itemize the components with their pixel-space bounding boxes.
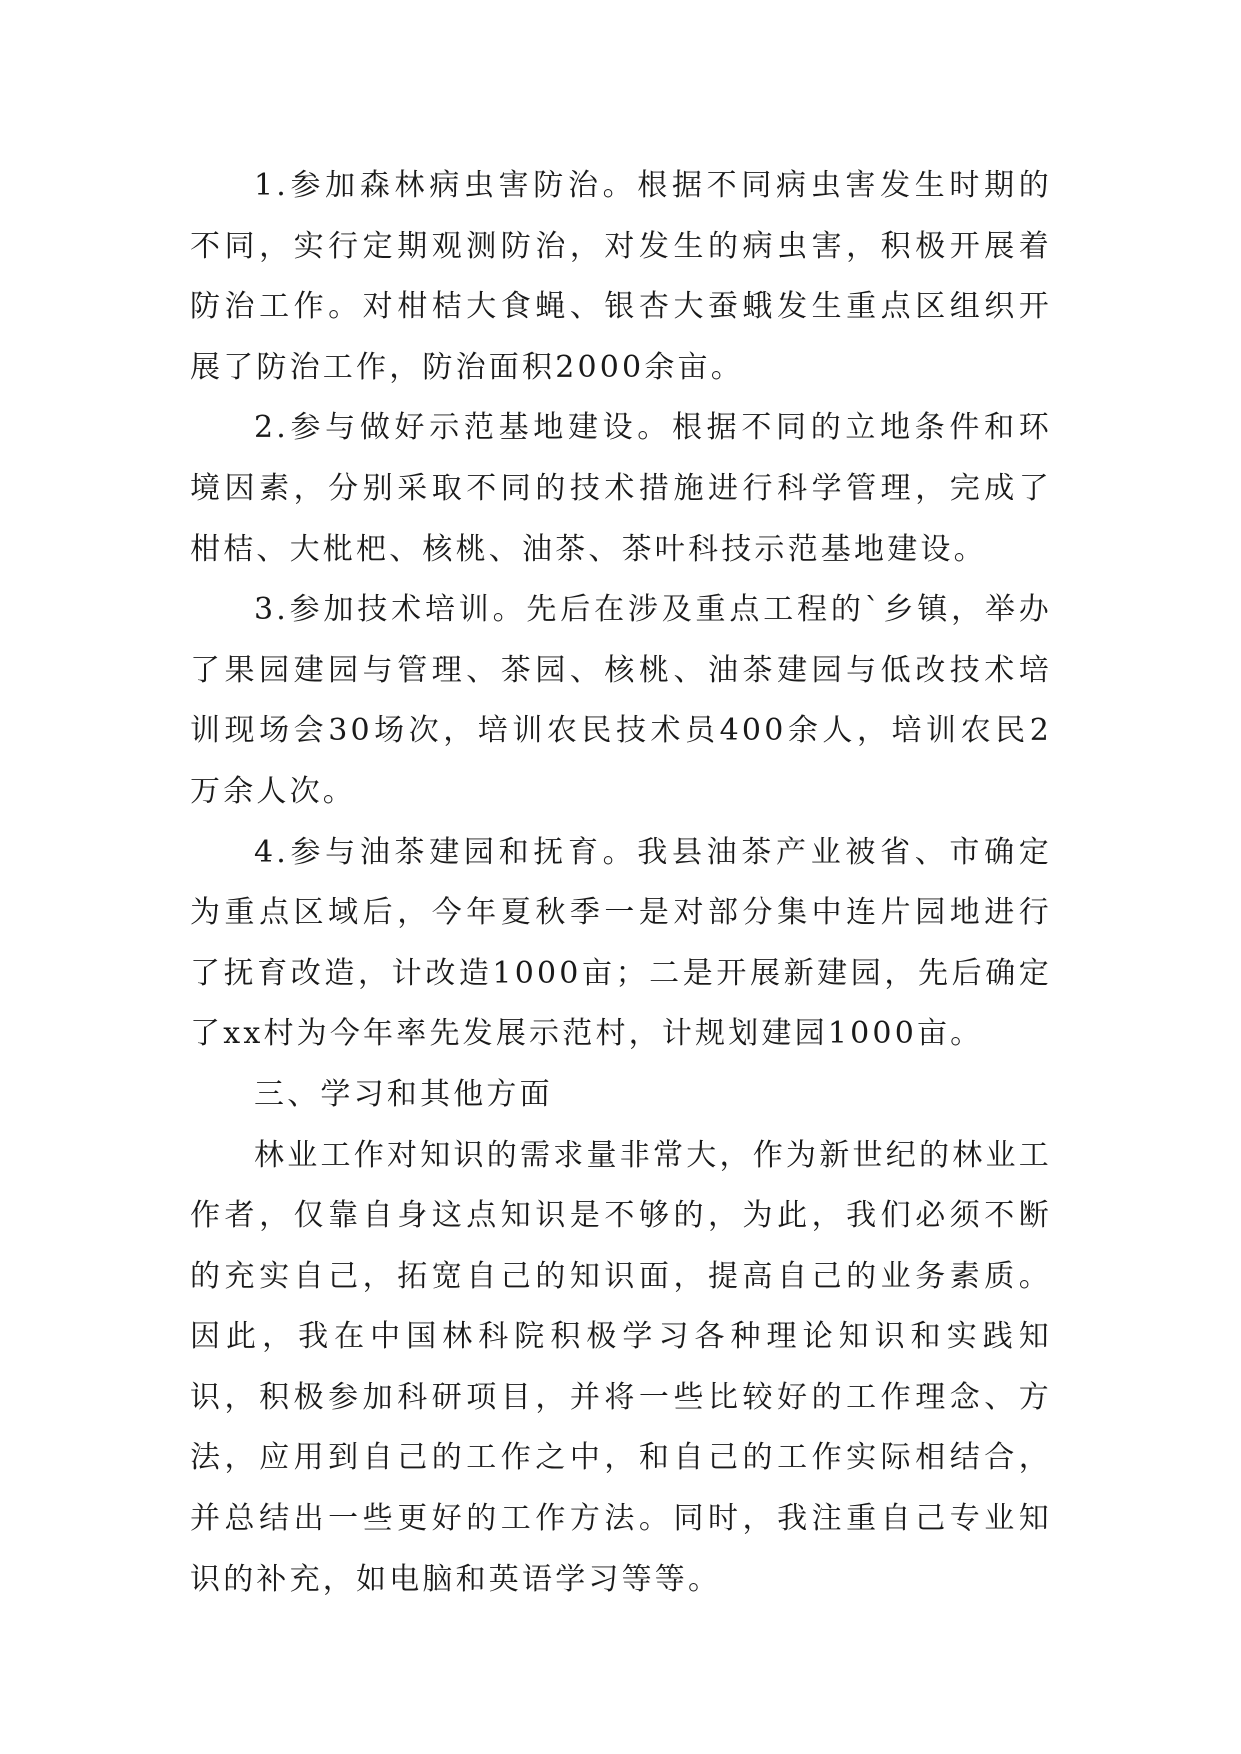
paragraph-study-and-other: 林业工作对知识的需求量非常大，作为新世纪的林业工作者，仅靠自身这点知识是不够的，为此，我们必须不断的充实自己，拓宽自己的知识面，提高自己的业务素质。因此，我在中国林科院积极学习各种理论知识和实践知识，积极参加科研项目，并将一些比较好的工作理念、方法，应用到自己的工作之中，和自己的工作实际相结合，并总结出一些更好的工作方法。同时，我注重自己专业知识的补充，如电脑和英语学习等等。 bbox=[190, 1137, 1052, 1597]
paragraph-forest-pest-control: 1.参加森林病虫害防治。根据不同病虫害发生时期的不同，实行定期观测防治，对发生的病虫害，积极开展着防治工作。对柑桔大食蝇、银杏大蚕蛾发生重点区组织开展了防治工作，防治面积2000余亩。 bbox=[190, 168, 1052, 385]
document-body bbox=[190, 156, 1052, 1610]
paragraph-technical-training: 3.参加技术培训。先后在涉及重点工程的`乡镇，举办了果园建园与管理、茶园、核桃、油茶建园与低改技术培训现场会30场次，培训农民技术员400余人，培训农民2万余人次。 bbox=[190, 592, 1052, 809]
paragraph-demo-base-construction: 2.参与做好示范基地建设。根据不同的立地条件和环境因素，分别采取不同的技术措施进行科学管理，完成了柑桔、大枇杷、核桃、油茶、茶叶科技示范基地建设。 bbox=[190, 410, 1052, 567]
section-heading-study: 三、学习和其他方面 bbox=[254, 1076, 553, 1112]
paragraph-camellia-planting: 4.参与油茶建园和抚育。我县油茶产业被省、市确定为重点区域后，今年夏秋季一是对部分集中连片园地进行了抚育改造，计改造1000亩；二是开展新建园，先后确定了xx村为今年率先发展示范村，计规划建园1000亩。 bbox=[190, 834, 1052, 1052]
